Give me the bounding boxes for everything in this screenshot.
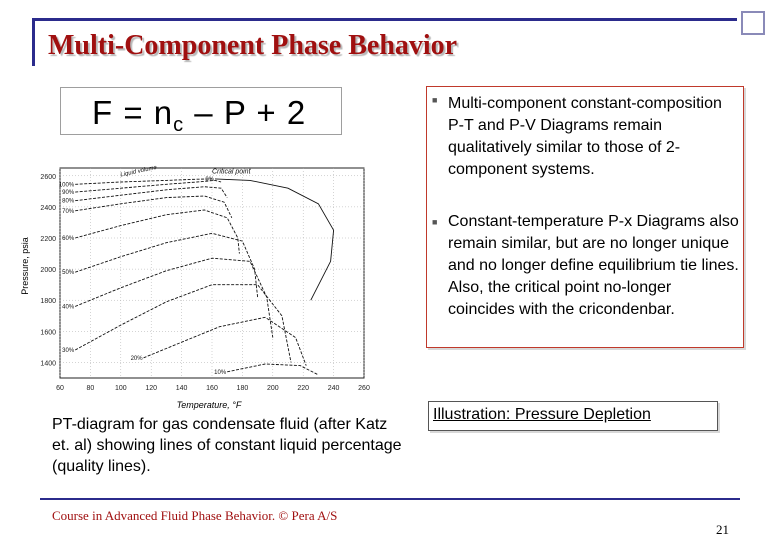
x-tick-label: 260 bbox=[358, 385, 370, 392]
x-tick-label: 60 bbox=[56, 385, 64, 392]
series-label: 20% bbox=[130, 355, 143, 362]
footer-text: Course in Advanced Fluid Phase Behavior. © Pera A/S bbox=[52, 508, 338, 523]
y-tick-label: 2000 bbox=[40, 267, 56, 275]
frame-top-rule bbox=[32, 18, 737, 21]
series-label: 30% bbox=[62, 348, 75, 354]
x-tick-label: 200 bbox=[266, 385, 279, 392]
y-tick-label: 2600 bbox=[40, 173, 56, 181]
x-tick-label: 160 bbox=[206, 385, 218, 392]
bullet-item-2: Constant-temperature P-x Diagrams also remain similar, but are no longer unique and no longer define equilibrium tie lines. Also, the critical point no-longer coincides with the cricondenbar. bbox=[448, 213, 739, 318]
x-tick-label: 120 bbox=[145, 385, 158, 392]
x-axis-label: Temperature, °F bbox=[176, 400, 242, 410]
y-tick-label: 2400 bbox=[40, 204, 56, 212]
y-tick-label: 1600 bbox=[40, 329, 56, 337]
formula-subscript: c bbox=[173, 114, 185, 136]
series-label: 60% bbox=[62, 236, 75, 242]
slide-title: Multi-Component Phase Behavior bbox=[48, 30, 458, 61]
bullet-marker-icon: ■ bbox=[432, 217, 438, 227]
corner-decoration bbox=[741, 11, 765, 35]
footer-rule bbox=[40, 498, 740, 500]
formula-rhs: – P + 2 bbox=[184, 94, 307, 131]
pt-diagram-chart bbox=[14, 156, 374, 412]
critical-point-label: Critical point bbox=[212, 168, 251, 176]
illustration-link[interactable]: Illustration: Pressure Depletion bbox=[433, 406, 651, 423]
y-tick-label: 2200 bbox=[40, 236, 56, 243]
formula-lhs: F = n bbox=[92, 94, 174, 131]
chart-caption: PT-diagram for gas condensate fluid (after Katz et. al) showing lines of constant liquid percentage (quality lines). bbox=[52, 416, 402, 475]
x-tick-label: 140 bbox=[175, 385, 188, 392]
x-tick-label: 180 bbox=[236, 385, 249, 392]
x-tick-label: 240 bbox=[327, 385, 340, 392]
page-number: 21 bbox=[716, 522, 729, 537]
x-tick-label: 80 bbox=[86, 385, 95, 392]
y-tick-label: 1800 bbox=[40, 298, 56, 306]
y-tick-label: 1400 bbox=[40, 360, 56, 368]
series-label: 80% bbox=[62, 198, 75, 205]
series-label: 70% bbox=[62, 208, 75, 215]
series-label: 50% bbox=[62, 270, 75, 277]
series-label: 10% bbox=[214, 369, 227, 376]
series-label: 0% bbox=[205, 176, 215, 183]
liquid-volume-label: Liquid volume bbox=[119, 164, 158, 179]
x-tick-label: 100 bbox=[114, 385, 127, 392]
y-axis-label: Pressure, psia bbox=[20, 237, 30, 295]
series-label: 90% bbox=[62, 190, 75, 197]
series-label: 100% bbox=[58, 182, 75, 189]
frame-left-rule bbox=[32, 18, 35, 66]
series-label: 40% bbox=[62, 304, 75, 311]
bullet-marker-icon: ■ bbox=[432, 95, 438, 105]
bullet-item-1: Multi-component constant-composition P-T and P-V Diagrams remain qualitatively similar to those of 2-component systems. bbox=[448, 95, 722, 178]
phase-rule-formula bbox=[92, 94, 306, 137]
x-tick-label: 220 bbox=[297, 385, 310, 392]
